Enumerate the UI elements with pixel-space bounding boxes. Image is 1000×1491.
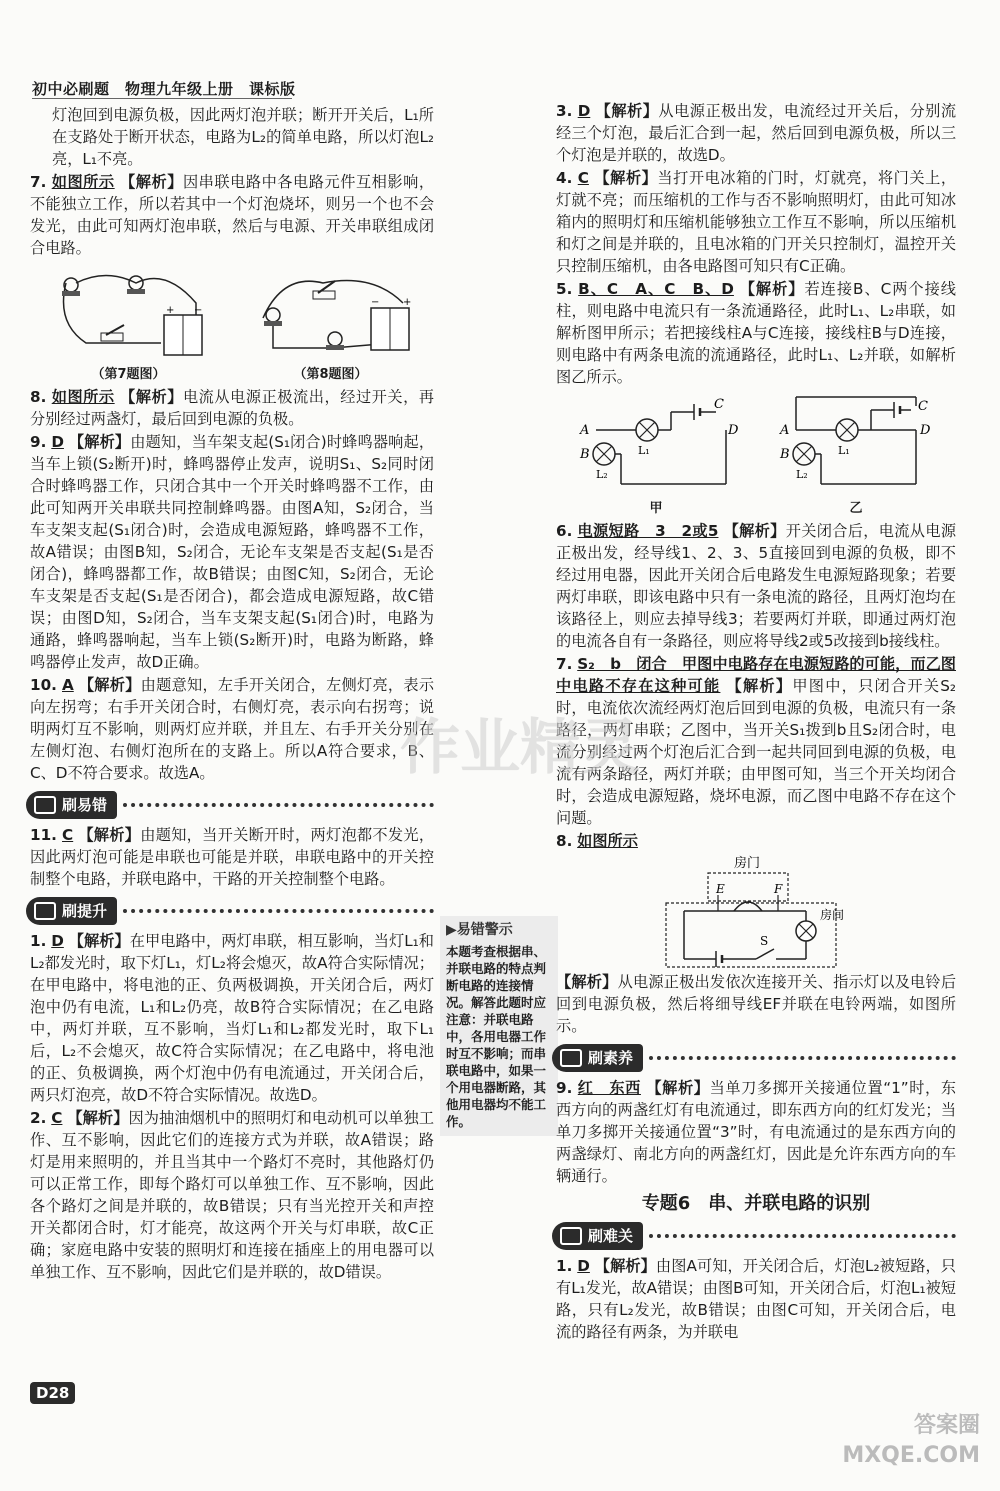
analysis-tag: 【解析】 [723, 522, 786, 540]
figure-5-b [776, 392, 936, 520]
q-text: 当打开电冰箱的门时，灯就亮，将门关上，灯就不亮；而压缩机的工作与否不影响照明灯，由此可知冰箱内的照明灯和压缩机能够独立工作互不影响，所以压缩机和灯之间是并联的，且电冰箱的门开关只控制灯，温控开关只控制压缩机，由各电路图可知只有C正确。 [556, 169, 957, 275]
section-suyang [552, 1043, 956, 1073]
figures-7-8 [30, 263, 434, 386]
svg-text:L₁: L₁ [838, 444, 850, 457]
q-number: 1. [556, 1257, 573, 1275]
analysis-tag: 【解析】 [120, 388, 183, 406]
dotted-rule [649, 1056, 956, 1060]
site-watermark: 答案圈 MXQE.COM [842, 1413, 980, 1468]
q-number: 7. [556, 655, 573, 673]
q-answer: 如图所示 [577, 832, 638, 850]
q-answer: 如图所示 [51, 173, 115, 191]
question-9-right [556, 1077, 956, 1187]
q-answer: S₂ b 闭合 甲图中电路存在电源短路的可能，而乙图中电路不存在这种可能 [556, 655, 956, 695]
figure-7-drawing [46, 263, 211, 358]
dotted-rule [123, 803, 434, 807]
book-icon [560, 1227, 582, 1245]
note-text: 本题考查根据串、并联电路的特点判断电路的连接情况。解答此题时应注意：并联电路中，各用电器工作时互不影响；而串联电路中，如果一个用电器断路，其他用电器均不能工作。 [446, 944, 547, 1129]
q-text: 因串联电路中各电路元件互相影响，不能独立工作，所以若其中一个灯泡烧坏，则另一个也不会发光，由此可知两灯泡串联，然后与电源、开关串联组成闭合电路。 [30, 173, 435, 257]
section-label: 刷难关 [588, 1227, 634, 1245]
analysis-tag: 【解析】 [595, 102, 659, 120]
svg-text:F: F [774, 882, 783, 896]
analysis-tag: 【解析】 [67, 1109, 129, 1127]
figure-7 [46, 263, 211, 386]
svg-text:S: S [760, 934, 769, 948]
section-label: 刷素养 [588, 1049, 634, 1067]
figures-5 [556, 392, 956, 520]
q-text: 从电源正极出发依次连接开关、指示灯以及电铃后回到电源负极，然后将细导线EF并联在电铃两端，如图所示。 [556, 973, 957, 1035]
left-column [30, 104, 434, 1284]
book-icon [560, 1049, 582, 1067]
q-answer: 电源短路 3 2或5 [577, 522, 719, 540]
running-header: 初中必刷题 物理九年级上册 课标版 [32, 80, 296, 98]
svg-text:D: D [920, 423, 931, 438]
q-answer: 如图所示 [51, 388, 115, 406]
svg-text:+: + [166, 305, 175, 316]
svg-text:L₂: L₂ [596, 468, 608, 481]
q-number: 8. [556, 832, 573, 850]
page-number: D28 [30, 1382, 75, 1404]
q-number: 5. [556, 280, 573, 298]
svg-text:C: C [918, 399, 928, 414]
header-rule [32, 98, 292, 99]
question-4 [556, 167, 956, 277]
analysis-tag: 【解析】 [739, 280, 805, 298]
circuit-a [576, 392, 739, 492]
door-label: 房门 [734, 856, 761, 871]
analysis-tag: 【解析】 [646, 1079, 710, 1097]
q-text: 甲图中，只闭合开关S₂时，电流依次流经两灯泡后回到电源的负极，电流只有一条路径，两灯串联；乙图中，当开关S₁拨到b且S₂闭合时，电流分别经过两个灯泡后汇合到一起共同回到电源的负极，电流有两条路径，两灯并联；由甲图可知，当三个开关均闭合时，会造成电源短路，烧坏电源，而乙图中电路不存在这个问题。 [556, 677, 957, 827]
analysis-tag: 【解析】 [120, 173, 183, 191]
analysis-tag: 【解析】 [78, 676, 141, 694]
question-8 [30, 386, 434, 430]
q-answer: D [51, 433, 64, 451]
dotted-rule [649, 1234, 956, 1238]
section-label: 刷提升 [62, 902, 108, 920]
question-2-left [30, 1107, 434, 1283]
q-number: 1. [30, 932, 47, 950]
question-7 [30, 171, 434, 259]
figure-5-b-caption: 乙 [849, 501, 863, 516]
section-badge [552, 1044, 643, 1072]
q-number: 10. [30, 676, 57, 694]
question-1-left [30, 930, 434, 1106]
circuit-b [776, 392, 936, 492]
section-yicuo [26, 790, 434, 820]
section-label: 刷易错 [62, 796, 108, 814]
figure-8 [243, 263, 418, 386]
analysis-tag: 【解析】 [726, 677, 793, 695]
figure-8-caption: （第8题图） [293, 367, 368, 382]
analysis-tag: 【解析】 [78, 826, 141, 844]
analysis-tag: 【解析】 [594, 169, 658, 187]
q-text: 由题知，当开关断开时，两灯泡都不发光，因此两灯泡可能是串联也可能是并联，串联电路中的开关控制整个电路，并联电路中，干路的开关控制整个电路。 [30, 826, 435, 888]
q-text: 若连接B、C两个接线柱，则电路中电流只有一条流通路径，此时L₁、L₂串联，如解析图甲所示；若把接线柱A与C连接，接线柱B与D连接，则电路中有两条电流的流通路径，此时L₁、L₂并联，如解析图乙所示。 [556, 280, 956, 386]
svg-text:+: + [403, 297, 412, 308]
q-text: 因为抽油烟机中的照明灯和电动机可以单独工作、互不影响，因此它们的连接方式为并联，故A错误；路灯是用来照明的，并且当其中一个路灯不亮时，其他路灯仍可以正常工作，即每个路灯可以单独工作、互不影响，因此各个路灯之间是并联的，故B错误；只有当光控开关和声控开关都闭合时，灯才能亮，故这两个开关与灯串联，故C正确；家庭电路中安装的照明灯和连接在插座上的用电器可以单独工作、互不影响，因此它们是并联的，故D错误。 [30, 1109, 434, 1281]
q-number: 6. [556, 522, 573, 540]
question-8-analysis [556, 971, 956, 1037]
section-tisheng [26, 896, 434, 926]
svg-text:D: D [728, 423, 739, 438]
question-11 [30, 824, 434, 890]
section-badge [26, 791, 117, 819]
q-answer: A [62, 676, 74, 694]
question-6 [556, 520, 956, 652]
doorbell-circuit [656, 853, 856, 971]
q-number: 9. [556, 1079, 573, 1097]
q-answer: C [51, 1109, 63, 1127]
topic-title: 专题6 串、并联电路的识别 [641, 1193, 871, 1214]
svg-text:L₁: L₁ [638, 444, 650, 457]
svg-text:L₂: L₂ [796, 468, 808, 481]
q-number: 8. [30, 388, 47, 406]
svg-text:A: A [580, 423, 590, 438]
note-title: ▶易错警示 [446, 922, 513, 938]
q-number: 7. [30, 173, 47, 191]
q-text: 开关闭合后，电流从电源正极出发，经导线1、2、3、5直接回到电源的负极，即不经过用电器，因此开关闭合后电路发生电源短路现象；若要两灯串联，即该电路中只有一条电流的路径，且两灯泡均在该路径上，则应去掉导线3；若要两灯并联，即通过两灯泡的电流各自有一条路径，则应将导线2或5改接到b接线柱。 [556, 522, 957, 650]
q-number: 11. [30, 826, 57, 844]
question-3 [556, 100, 956, 166]
section-badge [26, 897, 117, 925]
q-number: 2. [30, 1109, 47, 1127]
mistake-warning-note [440, 916, 558, 1136]
q-text: 由图A可知，开关闭合后，灯泡L₂被短路，只有L₁发光，故A错误；由图B可知，开关闭合后，灯泡L₁被短路，只有L₂发光，故B错误；由图C可知，开关闭合后，电流的路径有两条，为并联电 [556, 1257, 956, 1341]
q-number: 9. [30, 433, 47, 451]
question-9 [30, 431, 434, 673]
q-answer: B、C A、C B、D [578, 280, 734, 298]
continued-text: 灯泡回到电源负极，因此两灯泡并联；断开开关后，L₁所在支路处于断开状态，电路为L₂的简单电路，所以灯泡L₂亮，L₁不亮。 [52, 106, 434, 168]
q-text: 由题意知，左手开关闭合，左侧灯亮，表示向左拐弯；右手开关闭合时，右侧灯亮，表示向右拐弯；说明两灯互不影响，则两灯应并联，并且左、右手开关分别在左侧灯泡、右侧灯泡所在的支路上。所以A符合要求，B、C、D不符合要求。故选A。 [30, 676, 435, 782]
book-icon [34, 796, 56, 814]
figure-7-caption: （第7题图） [91, 367, 166, 382]
section-badge [552, 1222, 643, 1250]
analysis-tag: 【解析】 [556, 973, 618, 991]
question-10 [30, 674, 434, 784]
figure-5-a [576, 392, 739, 520]
question-1-right [556, 1255, 956, 1343]
q-answer: C [62, 826, 74, 844]
figure-5-a-caption: 甲 [649, 501, 663, 516]
q-answer: D [51, 932, 64, 950]
q-text: 从电源正极出发，电流经过开关后，分别流经三个灯泡，最后汇合到一起，然后回到电源负极，所以三个灯泡是并联的，故选D。 [556, 102, 957, 164]
q-text: 由题知，当车架支起(S₁闭合)时蜂鸣器响起，当车上锁(S₂断开)时，蜂鸣器停止发声，说明S₁、S₂同时闭合时蜂鸣器工作，只闭合其中一个开关时蜂鸣器不工作，由此可知两开关串联共同控制蜂鸣器。由图A知，S₂闭合，当车支架支起(S₁闭合)时，会造成电源短路，蜂鸣器不工作，故A错误；由图B知，S₂闭合，无论车支架是否支起(S₁是否闭合)，蜂鸣器都工作，故B错误；由图C知，S₂闭合，无论车支架是否支起(S₁是否闭合)，都会造成电源短路，故C错误；由图D知，S₂闭合，当车支架支起(S₁闭合)时，电路为通路，蜂鸣器响起，当车上锁(S₂断开)时，电路为断路，蜂鸣器停止发声，故D正确。 [30, 433, 435, 671]
svg-text:房间: 房间 [820, 908, 845, 922]
svg-text:E: E [716, 882, 725, 896]
dotted-rule [123, 909, 434, 913]
q-number: 3. [556, 102, 573, 120]
q-answer: C [577, 169, 589, 187]
svg-text:A: A [780, 423, 790, 438]
q-text: 电流从电源正极流出，经过开关，再分别经过两盏灯，最后回到电源的负极。 [30, 388, 435, 428]
svg-text:B: B [780, 447, 790, 462]
book-icon [34, 902, 56, 920]
q-number: 4. [556, 169, 573, 187]
q-answer: 红 东西 [577, 1079, 641, 1097]
q-answer: D [577, 1257, 590, 1275]
analysis-tag: 【解析】 [68, 932, 130, 950]
question-5 [556, 278, 956, 388]
svg-text:C: C [714, 397, 724, 412]
analysis-tag: 【解析】 [594, 1257, 656, 1275]
question-8-right [556, 830, 956, 852]
q-answer: D [577, 102, 591, 120]
watermark: 作业精灵 [400, 713, 640, 783]
q-text: 当单刀多掷开关接通位置“1”时，东西方向的两盏红灯有电流通过，即东西方向的红灯发光；当单刀多掷开关接通位置“3”时，有电流通过的是东西方向的两盏绿灯、南北方向的两盏红灯，因此是允许东西方向的车辆通行。 [556, 1079, 957, 1185]
note-title-text: 易错警示 [456, 922, 513, 938]
section-nanguan [552, 1221, 956, 1251]
q-text: 在甲电路中，两灯串联，相互影响，当灯L₁和L₂都发光时，取下灯L₁，灯L₂将会熄灭，故A符合实际情况；在甲电路中，将电池的正、负两极调换，开关闭合后，两灯泡中仍有电流，L₁和L₂仍亮，故B符合实际情况；在乙电路中，两灯并联，互不影响，当灯L₁和L₂都发光时，取下L₁后，L₂不会熄灭，故C符合实际情况；在乙电路中，将电池的正、负极调换，两个灯泡中仍有电流通过，开关闭合后，两只灯泡亮，故D不符合实际情况。故选D。 [30, 932, 434, 1104]
svg-text:B: B [580, 447, 590, 462]
figure-8-right [556, 853, 956, 971]
figure-8-drawing [243, 263, 418, 358]
svg-text:−: − [194, 305, 203, 316]
svg-text:−: − [371, 297, 380, 308]
analysis-tag: 【解析】 [68, 433, 131, 451]
